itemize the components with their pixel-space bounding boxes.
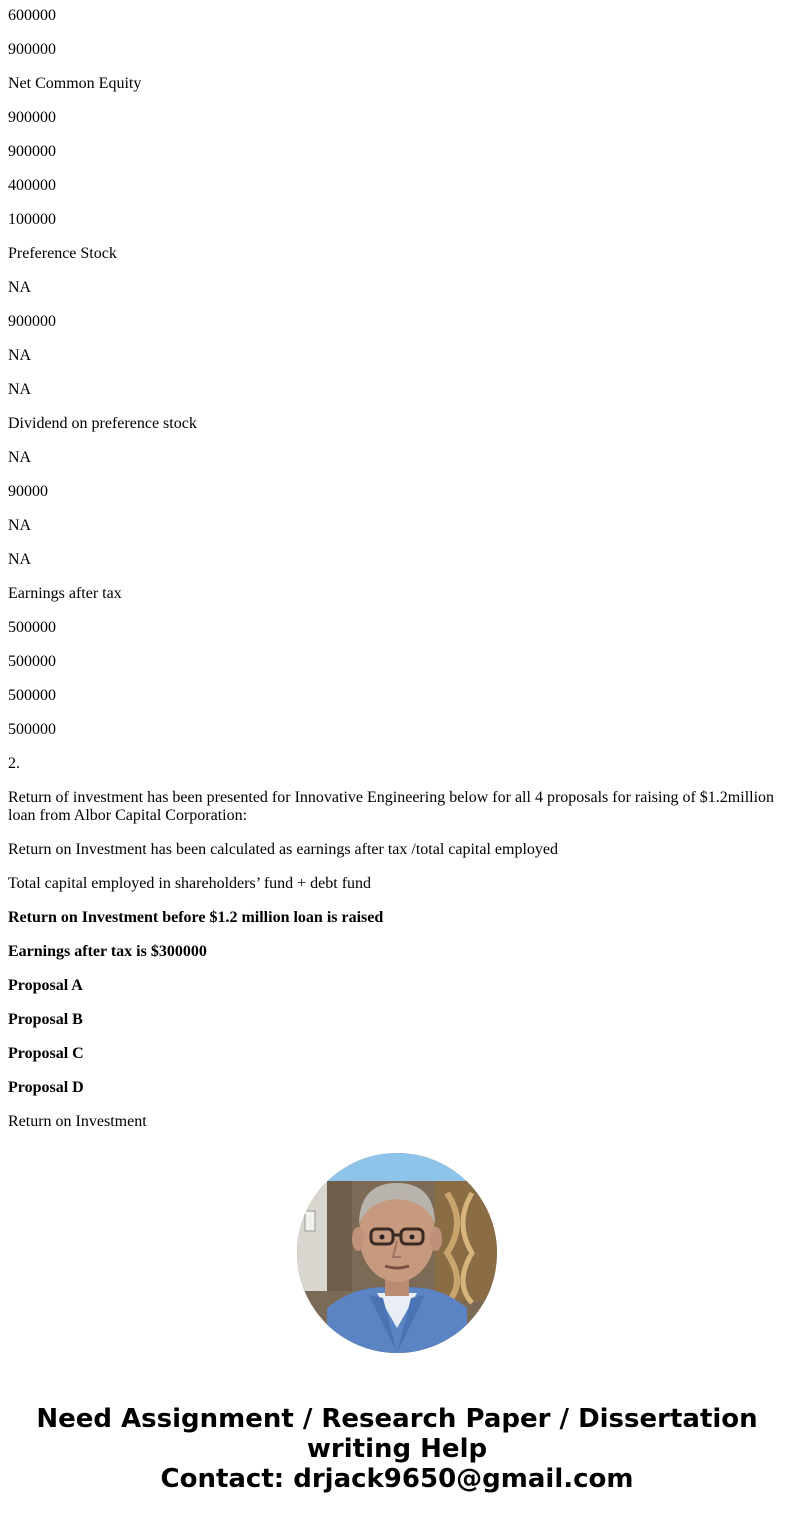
paragraph: NA — [8, 347, 32, 364]
paragraph: Earnings after tax — [8, 585, 122, 602]
author-avatar — [297, 1153, 497, 1353]
document-body — [8, 0, 778, 1147]
paragraph: 400000 — [8, 177, 56, 194]
footer-contact-line: Contact: drjack9650@gmail.com — [160, 1464, 634, 1494]
bold-paragraph: Proposal C — [8, 1045, 84, 1062]
paragraph: Net Common Equity — [8, 75, 142, 92]
paragraph: 600000 — [8, 7, 56, 24]
paragraph: 500000 — [8, 653, 56, 670]
paragraph: 100000 — [8, 211, 56, 228]
bold-paragraph: Earnings after tax is $300000 — [8, 943, 207, 960]
author-photo — [297, 1153, 497, 1353]
paragraph: 900000 — [8, 41, 56, 58]
paragraph: 900000 — [8, 109, 56, 126]
paragraph: 900000 — [8, 143, 56, 160]
paragraph: NA — [8, 449, 32, 466]
bold-paragraph: Proposal A — [8, 977, 83, 994]
paragraph: Preference Stock — [8, 245, 117, 262]
paragraph: Dividend on preference stock — [8, 415, 197, 432]
paragraph: 2. — [8, 755, 20, 772]
paragraph: 900000 — [8, 313, 56, 330]
paragraph: 500000 — [8, 721, 56, 738]
footer-line-2: writing Help — [306, 1434, 488, 1464]
paragraph: NA — [8, 517, 32, 534]
paragraph: NA — [8, 381, 32, 398]
bold-paragraph: Proposal D — [8, 1079, 84, 1096]
paragraph: Return on Investment has been calculated as earnings after tax /total capital employed — [8, 841, 559, 858]
paragraph: 90000 — [8, 483, 48, 500]
paragraph: Return on Investment — [8, 1113, 147, 1130]
bold-paragraph: Proposal B — [8, 1011, 83, 1028]
paragraph: 500000 — [8, 687, 56, 704]
bold-paragraph: Return on Investment before $1.2 million loan is raised — [8, 909, 384, 926]
footer-line-1: Need Assignment / Research Paper / Dissertation — [36, 1404, 758, 1434]
paragraph: Total capital employed in shareholders’ fund + debt fund — [8, 875, 372, 892]
paragraph: Return of investment has been presented for Innovative Engineering below for all 4 proposals for raising of $1.2million loan from Albor Capital Corporation: — [8, 789, 775, 824]
paragraph: NA — [8, 551, 32, 568]
contact-footer — [0, 1404, 794, 1494]
paragraph: NA — [8, 279, 32, 296]
paragraph: 500000 — [8, 619, 56, 636]
